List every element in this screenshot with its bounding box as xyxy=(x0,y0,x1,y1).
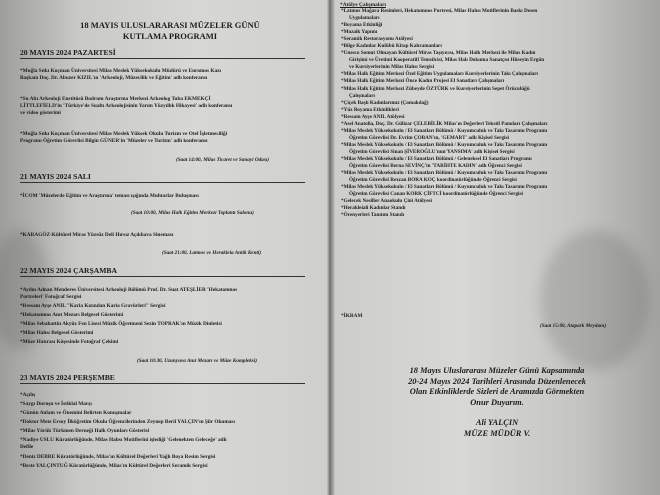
message-line: 20-24 Mayıs 2024 Tarihleri Arasında Düzenlenecek xyxy=(408,376,586,386)
workshop-item: *Gelecek Nesiller Anaokulu Çini Atölyesi xyxy=(341,198,432,205)
day1-item1-line1: *Muğla Sıtkı Koçman Üniversitesi Milas Meslek Yüksekokulu Müdürü ve Euromos Kazı xyxy=(20,68,222,74)
ikram-time-location: (Saat 15:00, Atapark Meydanı) xyxy=(540,323,607,329)
day4-item: *Deniz DEBRE Küratörlüğünde, Milas'ın Kültürel Değerleri Yağlı Boya Resim Sergisi xyxy=(20,454,216,460)
workshop-item: Girişimi ve Üretimi Kooperatifi Temsilcisi, Milas Halı Dokuma Sanatçısı Hüseyin Ergün xyxy=(349,57,545,64)
day4-item: *Beste YALÇINTUĞ Küratörlüğünde, Milas'ın Kültürel Değerleri Seramik Sergisi xyxy=(20,463,208,469)
message-line: Olan Etkinliklerde Sizleri de Aramızda Görmekten xyxy=(409,387,585,397)
statue-shadow-right xyxy=(540,230,650,370)
message-line: 18 Mayıs Uluslararası Müzeler Günü Kapsamında xyxy=(409,366,585,375)
day1-item2-line1: *Su Altı Arkeoloji Enstitüsü Bodrum Araştırma Merkezi Arkeolog Tuba EKMEKÇİ xyxy=(20,96,211,102)
day1-time-location: (Saat 14:00, Milas Ticaret ve Sanayi Odası) xyxy=(176,157,270,163)
day2-time-location1: (Saat 10:00, Milas Halk Eğitim Merkezi Toplantı Salonu) xyxy=(131,210,254,216)
day2-time-location2: (Saat 21:00, Latmos ve Herakleia Antik Kenti) xyxy=(162,250,262,256)
workshop-item: *Milas Meslek Yüksekokulu / El Sanatları Bölümü / Kuyumculuk ve Takı Tasarımı Programı xyxy=(341,141,548,148)
workshop-item: *Bilge Kadınlar Kulübü Kitap Kahramanları xyxy=(341,43,442,50)
day3-item: *Aydın Adnan Menderes Üniversitesi Arkeoloji Bölümü Prof. Dr. Suat ATEŞLİER 'Hekatomnos xyxy=(20,287,238,293)
message-line: Onur Duyarım. xyxy=(470,397,524,407)
day4-item: *Milas Yörük Türkmen Derneği Halk Oyunları Gösterisi xyxy=(20,428,150,434)
day3-time-location: (Saat 10:30, Uzunyuva Anıt Mezarı ve Müze Kompleksi) xyxy=(137,358,257,364)
workshop-item: *Yüz Boyama Etkinlikleri xyxy=(341,106,399,113)
day3-item: *Milas Halısı Belgesel Gösterimi xyxy=(20,330,94,336)
workshop-item: Çalışmaları xyxy=(349,92,375,99)
day1-item3-line2: Programı Öğretim Görevlisi Bilgin GÜNER'in 'Müzeler ve Turizm' adlı konferansı xyxy=(20,138,208,144)
invitation-message xyxy=(372,366,622,408)
day1-item1-line2: Başkanı Doç. Dr. Abuzer KIZIL'ın 'Arkeoloji, Müzecilik ve Eğitim' adlı konferansı xyxy=(20,75,208,81)
workshop-item: *Milas Halk Eğitim Merkezi Zübeyde ÖZTÜRK ve Kursiyerlerinin Sepet Örüculüğü xyxy=(341,85,530,92)
day-heading-22-may: 22 MAYIS 2024 ÇARŞAMBA xyxy=(20,266,305,277)
workshop-item: *Milas Meslek Yüksekokulu / El Sanatları Bölümü / Kuyumculuk ve Takı Tasarımı Programı xyxy=(341,184,548,191)
workshops-list xyxy=(341,8,651,219)
workshop-item: *Asel Anatolia, Doç. Dr. Gülizar ÇELEBİLİK Milas'ın Değerleri Tekstil Panoları Çalışmaları xyxy=(341,120,548,127)
day4-item: *Günün Anlam ve Önemini Belirten Konuşmalar xyxy=(20,410,132,416)
workshop-item: *Milas Meslek Yüksekokulu / El Sanatları Bölümü / Kuyumculuk ve Takı Tasarımı Programı xyxy=(341,170,548,177)
day3-item: *Müze Hatırası Köşesinde Fotoğraf Çekimi xyxy=(20,339,119,345)
day-heading-21-may: 21 MAYIS 2024 SALI xyxy=(20,172,305,183)
workshop-item: *Seramik Restorasyonu Atölyesi xyxy=(341,36,413,43)
day-heading-23-may: 23 MAYIS 2024 PERŞEMBE xyxy=(20,373,305,384)
program-title-line2: KUTLAMA PROGRAMI xyxy=(122,31,218,41)
day-heading-20-may: 20 MAYIS 2024 PAZARTESİ xyxy=(20,48,305,59)
workshop-item: *Milas Meslek Yüksekokulu / El Sanatları Bölümü / Kuyumculuk ve Takı Tasarımı Programı xyxy=(341,127,548,134)
day4-item: *Nadiye USLU Küratörlüğünde, Milas Halısı Motiflerini işlediği 'Gelenekten Geleceğe' adlı xyxy=(20,437,227,443)
day3-item: Portreleri' Fotoğraf Sergisi xyxy=(20,294,82,300)
workshop-item: *Herakleiali Kadınlar Standı xyxy=(341,205,406,212)
day4-item: *Açılış xyxy=(20,392,36,398)
workshop-item: *Mozaik Yapımı xyxy=(341,29,378,36)
day1-item3-line1: *Muğla Sıtkı Koçman Üniversitesi Milas Meslek Yüksek Okulu Turizm ve Otel İşletmeciliği xyxy=(20,131,228,137)
day1-item2-line2: LİTTLEFİELD'in 'Türkiye'de Sualtı Arkeolojisinin Yarım Yüzyıllık Hikayesi' adlı konferansı xyxy=(20,103,233,109)
workshop-item: *Çiçek Başlı Kadınlarımız (Çomakdağ) xyxy=(341,99,429,106)
signature-title: MÜZE MÜDÜR V. xyxy=(463,429,531,438)
day2-item1: *İCOM 'Müzelerde Eğitim ve Araştırma' teması ışığında Muhtarlar Buluşması xyxy=(20,193,199,199)
day3-item: *Hekatomnos Anıt Mezarı Belgesel Gösterimi xyxy=(20,312,124,318)
workshops-heading: *Atölye Çalışmaları xyxy=(340,2,386,8)
signature-name: Ali YALÇIN xyxy=(475,418,519,427)
workshop-item: Öğretim Görevlisi Canan KORK ÇİFTCİ koordinatörlüğünde Öğrenci Sergisi xyxy=(349,191,523,198)
workshop-item: *Latmos Mağara Resimleri, Hekatomnos Portresi, Milas Halısı Motiflerinin Baskı Desen xyxy=(341,8,538,14)
program-title-line1: 18 MAYIS ULUSLARARASI MÜZELER GÜNÜ xyxy=(80,20,260,30)
workshop-item: Öğretim Görevlisi Dr. Evrim ÇOBAN'ın, 'GEMART' adlı Kişisel Sergisi xyxy=(349,134,509,141)
workshop-item: *Ressam Ayşe ANIL Atölyesi xyxy=(341,113,405,120)
workshop-item: Uygulamaları xyxy=(349,15,380,22)
day4-item: *Doktor Mete Ersoy İlköğretim Okulu Öğrencilerinden Zeynep Beril YALÇIN'ın Şiir Okuması xyxy=(20,419,235,425)
workshop-item: *Boyama Etkinliği xyxy=(341,22,383,29)
day4-item: *Saygı Duruşu ve İstiklal Marşı xyxy=(20,401,92,407)
day3-item: *Ressam Ayşe ANIL "Karia Kızından Karia Gravürleri" Sergisi xyxy=(20,303,166,309)
workshop-item: *Milas Halk Eğitim Merkezi Özel Eğitim Uygulamaları Kursiyerlerinin Takı Çalışmaları xyxy=(341,71,538,78)
workshop-item: *Milas Halk Eğitim Merkezi Önce Kadın Projesi El Sanatları Çalışmaları xyxy=(341,78,505,85)
day3-item: *Milas Sebahattin Akyüz Fen Lisesi Müzik Öğretmeni Sezin TOPRAK'ın Müzik Dinletisi xyxy=(20,321,222,327)
workshop-item: *Unesco Somut Olmayan Kültürel Miras Taşıyıcısı, Milas Halk Merkezi ile Milas Kadın xyxy=(341,50,536,57)
day1-item2-line3: ve video gösterimi xyxy=(20,110,61,116)
day2-item2: *KARAGÖZ-Kültürel Miras Yüzsüz Deli Hırsız Açıkhava Sineması xyxy=(20,232,174,238)
workshop-item: *Milas Meslek Yüksekokulu / El Sanatları Bölümü / Geleneksel El Sanatları Programı xyxy=(341,155,532,162)
workshop-item: *Örenyerleri Tanıtım Standı xyxy=(341,212,405,219)
workshop-item: Öğretim Görevlisi Berna SEVİNÇ'in 'TARİHTE KADIN' adlı Öğrenci Sergisi xyxy=(349,163,522,170)
workshop-item: Öğretim Görevlisi Sinan ŞİVEROĞLU'nun'YANSIMA' adlı Kişisel Sergisi xyxy=(349,148,515,155)
ikram-heading: *İKRAM xyxy=(341,313,363,319)
workshop-item: Öğretim Görevlisi Rezzan BORA KOÇ koordinatörlüğünde Öğrenci Sergisi xyxy=(349,177,517,184)
day4-item: Defile xyxy=(20,444,34,450)
workshop-item: ve Kursiyerlerinin Milas Halısı Sergisi xyxy=(349,64,435,71)
